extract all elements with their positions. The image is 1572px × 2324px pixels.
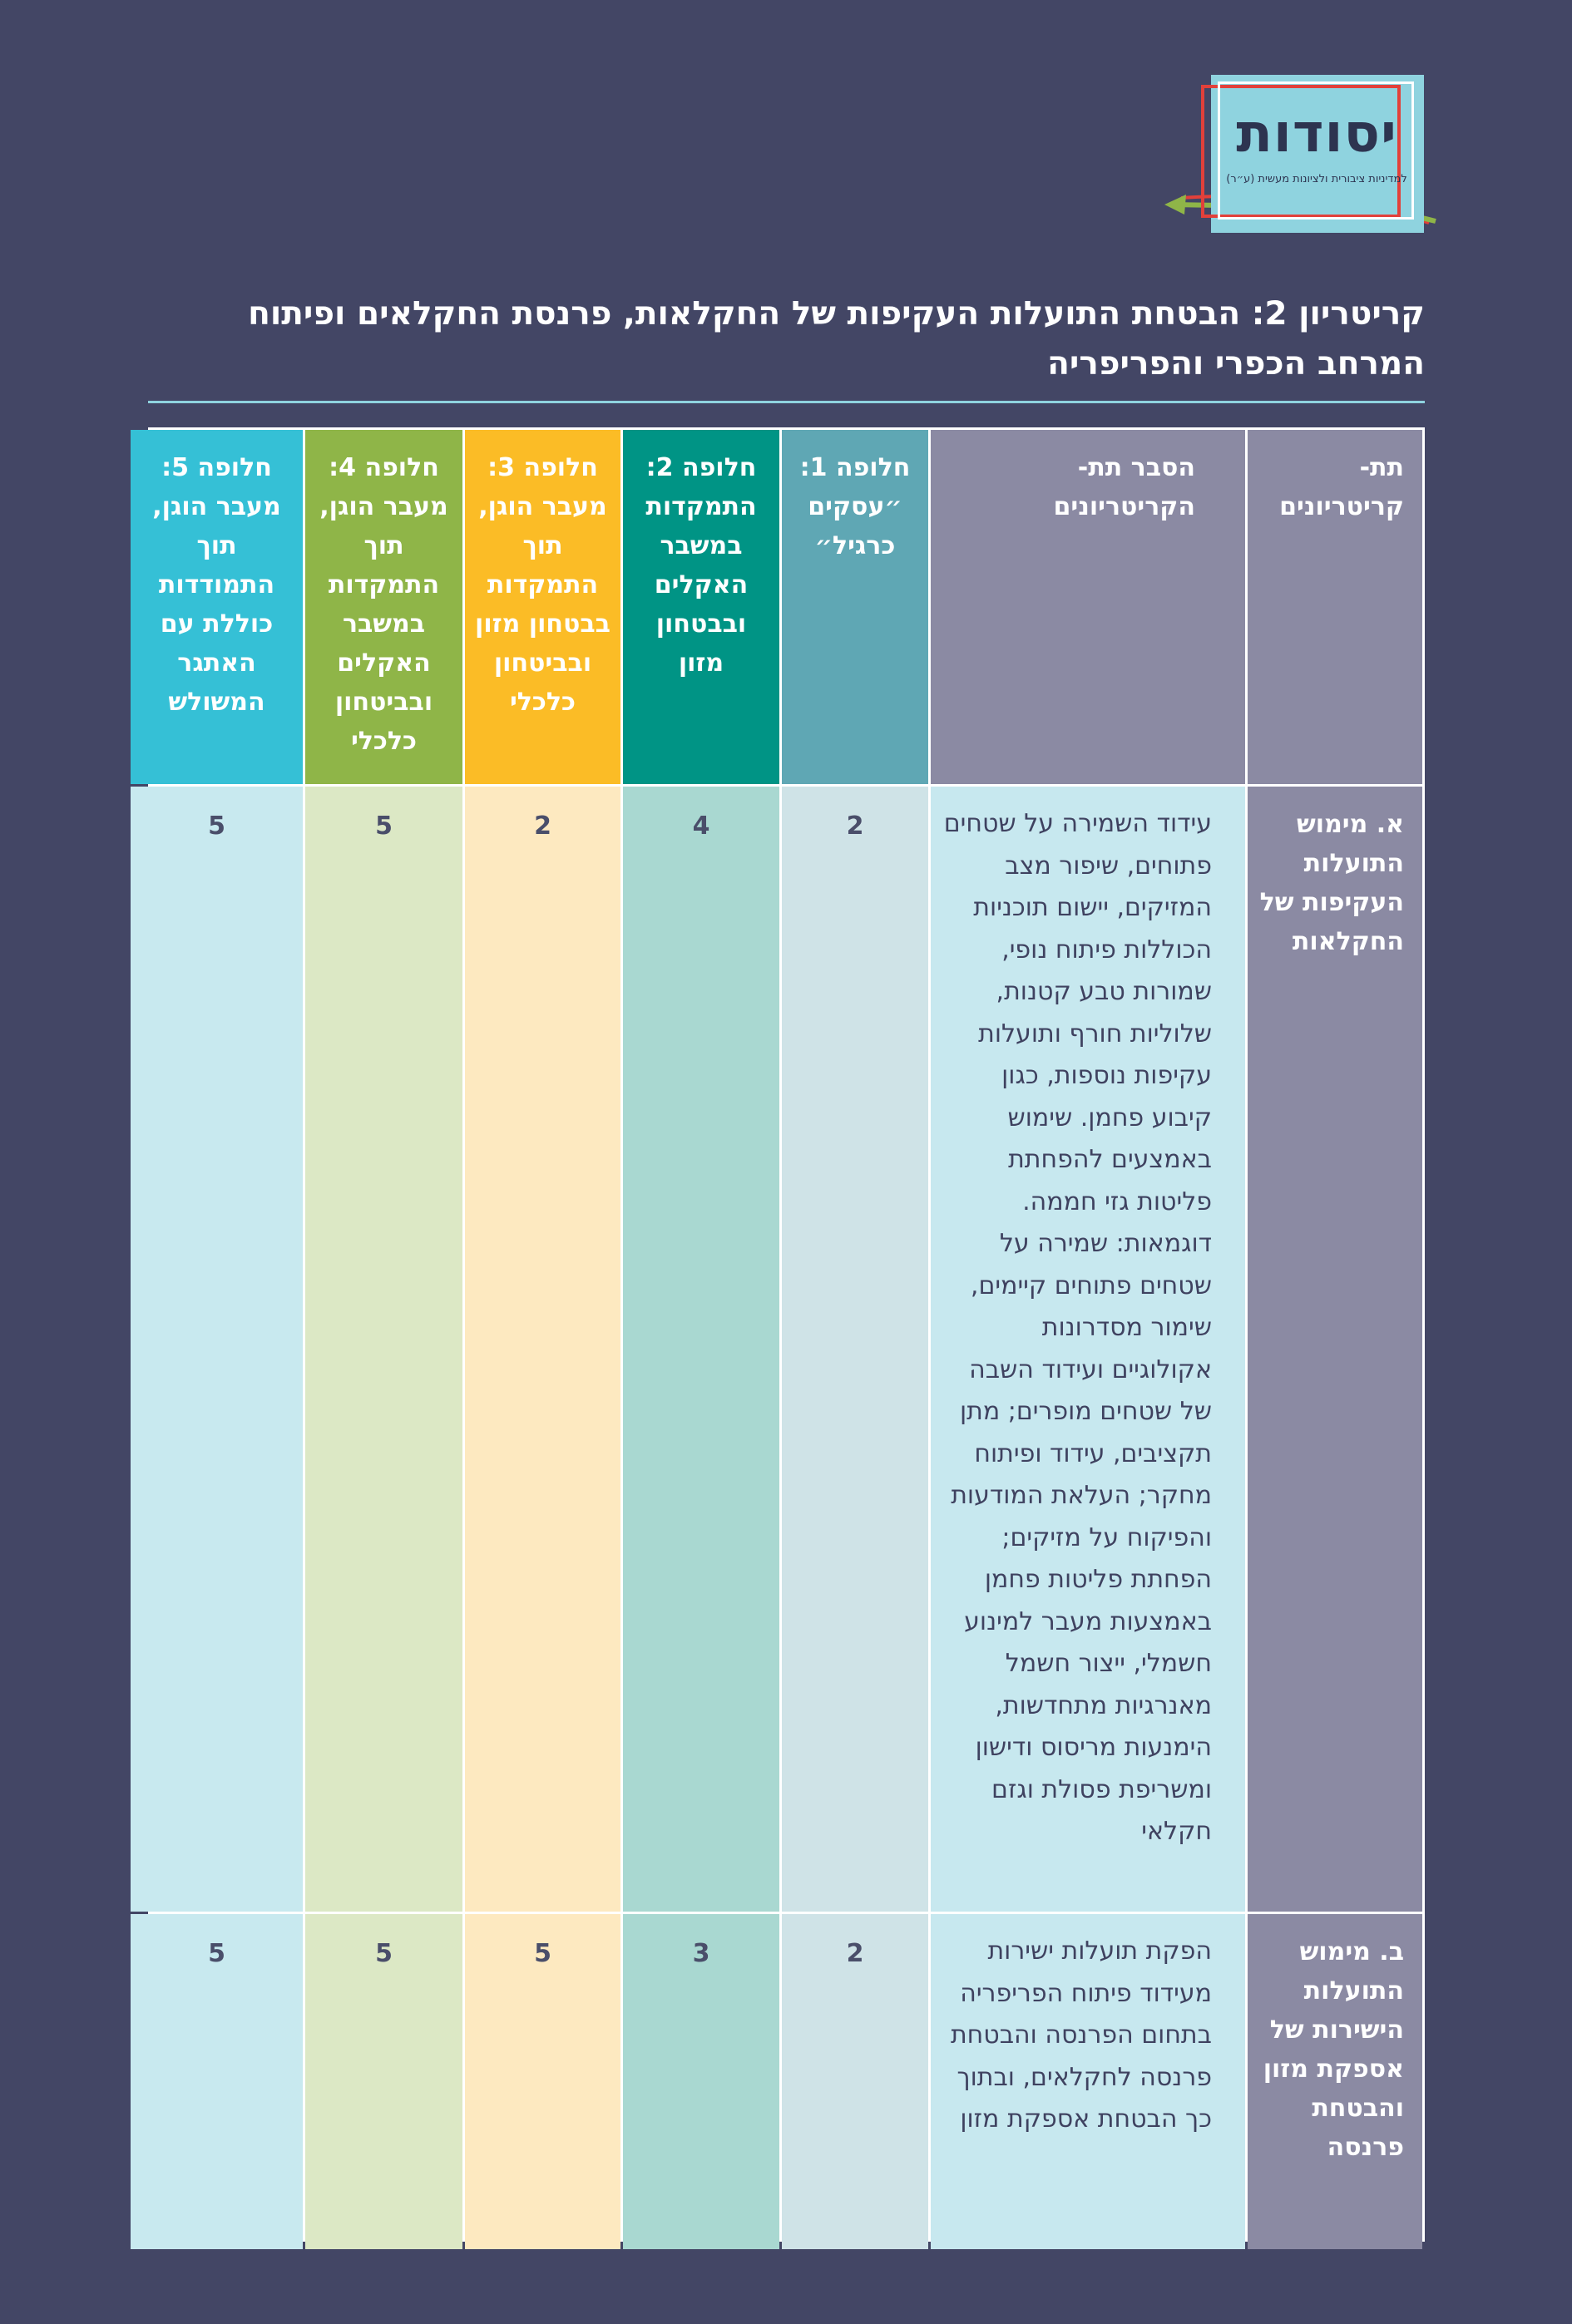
row-b-score-alt-3: 5 [465, 1914, 620, 2249]
row-b-label: ב. מימוש התועלות הישירות של אספקת מזון והבטחת פרנסה [1248, 1914, 1422, 2249]
header-alternative-2: חלופה 2: התמקדות במשבר האקלים ובבטחון מזון [623, 430, 779, 784]
header-alternative-4: חלופה 4: מעבר הוגן, תוך התמקדות במשבר האקלים ובביטחון כלכלי [305, 430, 462, 784]
row-b-score-alt-5: 5 [131, 1914, 303, 2249]
row-b-score-alt-2: 3 [623, 1914, 779, 2249]
logo-tagline: למדיניות ציבורית ולציונות מעשית (ע״ר) [1226, 173, 1407, 185]
header-subcriteria: תת- קריטריונים [1248, 430, 1422, 784]
row-a-score-alt-5: 5 [131, 787, 303, 1912]
row-a-label: א. מימוש התועלות העקיפות של החקלאות [1248, 787, 1422, 1912]
header-alternative-1: חלופה 1: ״עסקים כרגיל״ [782, 430, 928, 784]
row-a-score-alt-2: 4 [623, 787, 779, 1912]
row-a-score-alt-4: 5 [305, 787, 462, 1912]
row-b-explanation: הפקת תועלות ישירות מעידוד פיתוח הפריפריה בתחום הפרנסה והבטחת פרנסה לחקלאים, ובתוך כך הבטחת אספקת מזון [931, 1914, 1245, 2249]
page-title: קריטריון 2: הבטחת התועלות העקיפות של החקלאות, פרנסת החקלאים ופיתוח המרחב הכפרי והפריפריה [248, 295, 1425, 382]
row-a-explanation: עידוד השמירה על שטחים פתוחים, שיפור מצב המזיקים, יישום תוכניות הכוללות פיתוח נופי, שמורות טבע קטנות, שלוליות חורף ותועלות עקיפות נוספות, כגון קיבוע פחמן. שימוש באמצעים להפחתת פליטות גזי חממה. דוגמאות: שמירה על שטחים פתוחים קיימים, שימור מסדרונות אקולוגיים ועידוד השבה של שטחים מופרים; מתן תקציבים, עידוד ופיתוח מחקר; העלאת המודעות והפיקוח על מזיקים; הפחתת פליטות פחמן באמצעות מעבר למינוע חשמלי, ייצור חשמל מאנרגיות מתחדשות, הימנעות מריסוס ודישון ומשריפת פסולת וגזם חקלאי [931, 787, 1245, 1912]
header-alternative-5: חלופה 5: מעבר הוגן, תוך התמודדות כוללת עם האתגר המשולש [131, 430, 303, 784]
logo [1164, 75, 1431, 241]
logo-name: יסודות [1236, 103, 1397, 165]
header-alternative-3: חלופה 3: מעבר הוגן, תוך התמקדות בבטחון מזון ובביטחון כלכלי [465, 430, 620, 784]
row-a-score-alt-1: 2 [782, 787, 928, 1912]
row-a-score-alt-3: 2 [465, 787, 620, 1912]
header-explanation: הסבר תת- הקריטריונים [931, 430, 1245, 784]
criteria-table [148, 427, 1425, 2242]
title-divider [148, 401, 1425, 403]
row-b-score-alt-1: 2 [782, 1914, 928, 2249]
row-b-score-alt-4: 5 [305, 1914, 462, 2249]
